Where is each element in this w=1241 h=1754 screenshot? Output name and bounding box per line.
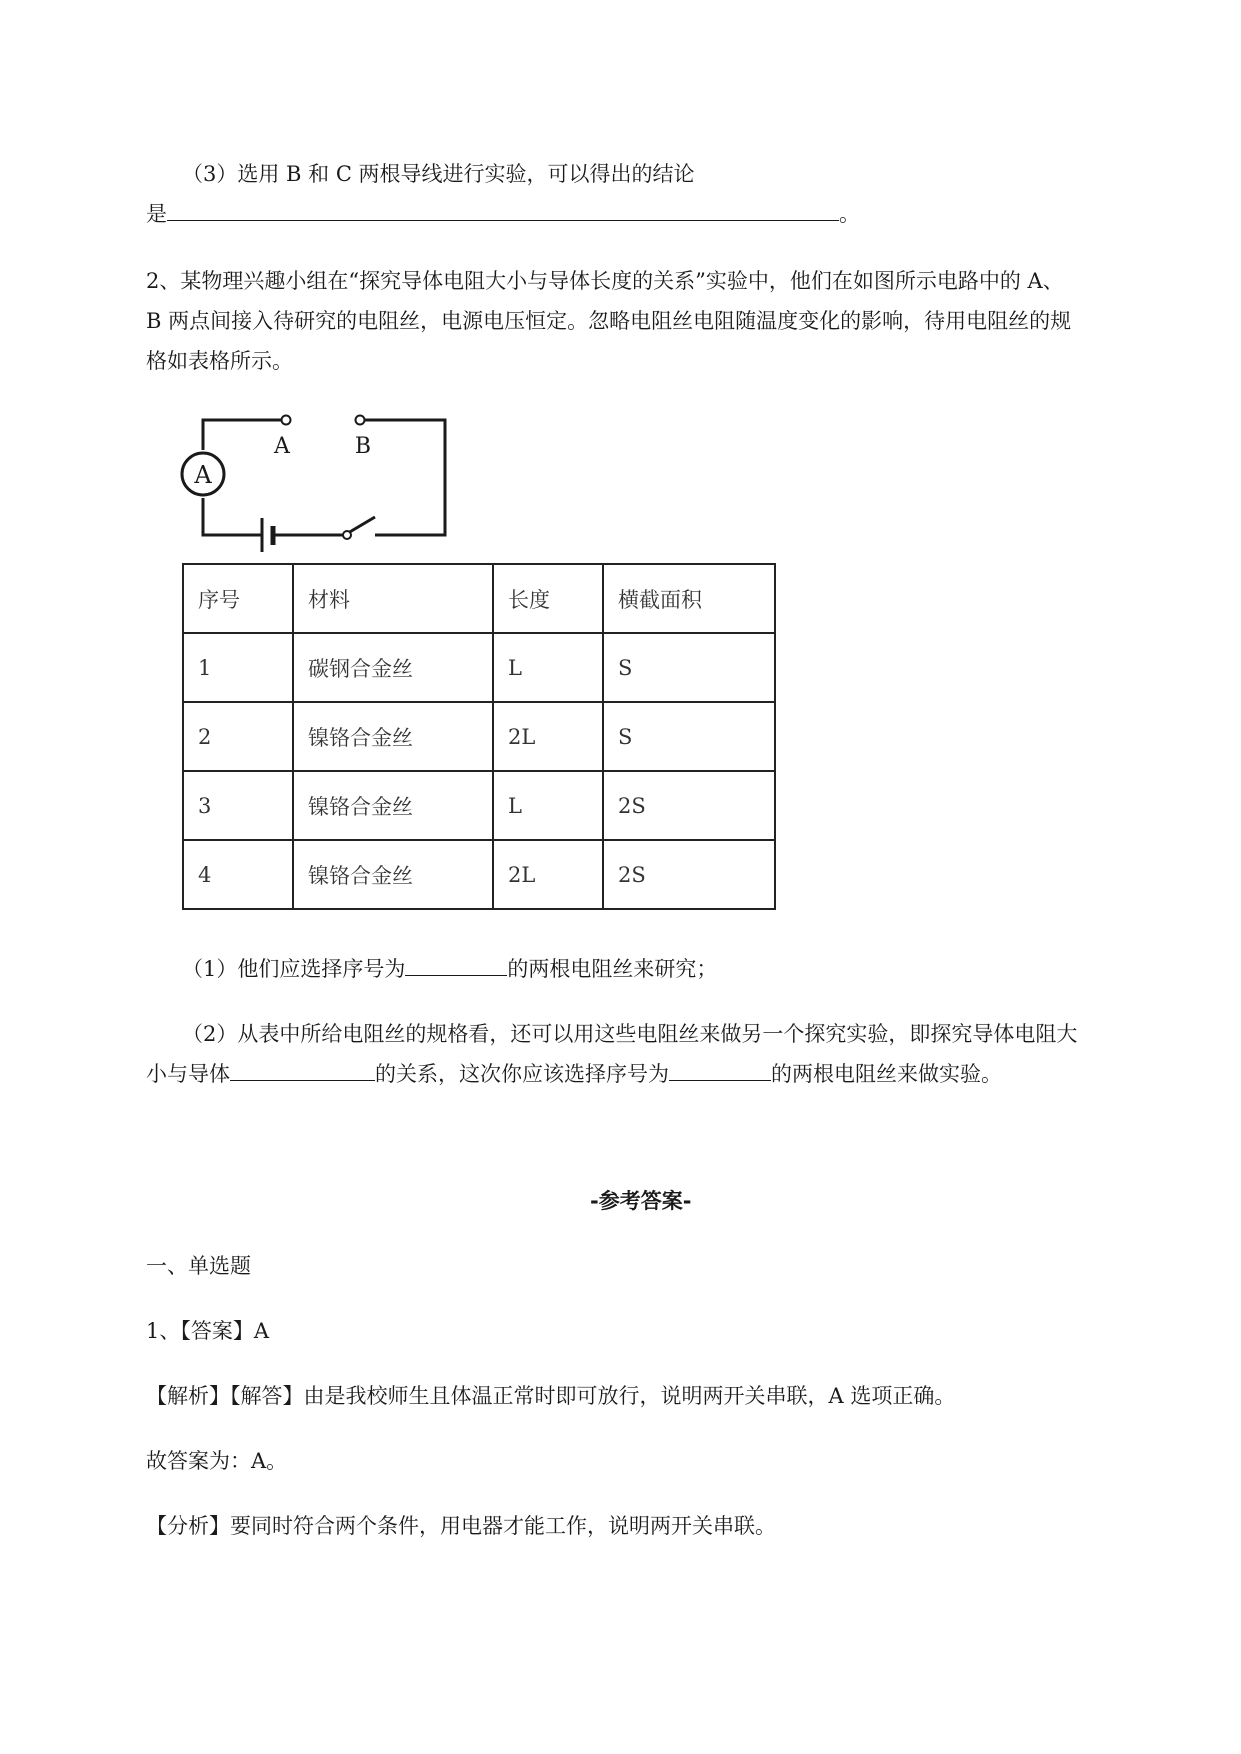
ammeter-icon — [182, 453, 224, 495]
q2-line1: 2、某物理兴趣小组在“探究导体电阻大小与导体长度的关系”实验中，他们在如图所示电路中的 A、 — [146, 269, 1064, 293]
answers-section: 一、单选题 — [146, 1254, 251, 1278]
sub2-part-b: 的关系，这次你应该选择序号为 — [375, 1062, 669, 1086]
q2-line2: B 两点间接入待研究的电阻丝，电源电压恒定。忽略电阻丝电阻随温度变化的影响，待用电阻丝的规 — [146, 309, 1072, 333]
answer-fenxi: 【分析】要同时符合两个条件，用电器才能工作，说明两开关串联。 — [146, 1514, 776, 1538]
table-row — [183, 702, 775, 771]
table-cell: 1 — [183, 633, 293, 702]
table-row — [183, 771, 775, 840]
terminal-a-label: A — [274, 434, 290, 459]
sub1-suffix: 的两根电阻丝来研究； — [507, 957, 718, 981]
q2-line3: 格如表格所示。 — [146, 349, 293, 373]
header-cell: 材料 — [293, 564, 493, 633]
sub2-part-a: 小与导体 — [146, 1062, 230, 1086]
table-cell: S — [603, 633, 775, 702]
sub1-line — [182, 953, 717, 983]
answer-blank-sub2-variable[interactable] — [230, 1058, 375, 1081]
sub2-line2 — [146, 1058, 1002, 1088]
table-cell: 2L — [493, 702, 603, 771]
answer-conclusion: 故答案为：A。 — [146, 1449, 288, 1473]
table-cell: 2S — [603, 771, 775, 840]
table-cell: S — [603, 702, 775, 771]
table-cell: 碳钢合金丝 — [293, 633, 493, 702]
table-cell: 2L — [493, 840, 603, 909]
table-cell: 镍铬合金丝 — [293, 840, 493, 909]
q1-part3-suffix: 。 — [839, 202, 860, 226]
q1-part3-line1 — [182, 158, 695, 188]
wire-spec-table — [182, 563, 776, 910]
table-cell: 2S — [603, 840, 775, 909]
table-row — [183, 840, 775, 909]
q1-part3-line2 — [146, 198, 860, 228]
table-cell: 4 — [183, 840, 293, 909]
sub1-prefix: （1）他们应选择序号为 — [182, 957, 406, 981]
switch-contact-icon — [343, 531, 351, 539]
terminal-b-icon — [356, 416, 365, 425]
table-cell: 镍铬合金丝 — [293, 702, 493, 771]
battery-icon — [262, 518, 273, 552]
answers-title: -参考答案- — [590, 1189, 692, 1213]
table-cell: 3 — [183, 771, 293, 840]
q1-part3-text: （3）选用 B 和 C 两根导线进行实验，可以得出的结论 — [182, 162, 695, 186]
circuit-diagram — [175, 405, 465, 555]
table-cell: 2 — [183, 702, 293, 771]
terminal-b-label: B — [354, 434, 372, 459]
table-cell: 镍铬合金丝 — [293, 771, 493, 840]
table-cell: L — [493, 633, 603, 702]
answer-analysis: 【解析】【解答】由是我校师生且体温正常时即可放行，说明两开关串联，A 选项正确。 — [146, 1384, 956, 1408]
q1-part3-prefix: 是 — [146, 202, 167, 226]
answer-item-1: 1、【答案】A — [146, 1319, 270, 1343]
sub2-part-c: 的两根电阻丝来做实验。 — [771, 1062, 1002, 1086]
answer-blank-sub1[interactable] — [405, 953, 507, 976]
ammeter-label: A — [194, 461, 212, 489]
sub2-line1: （2）从表中所给电阻丝的规格看，还可以用这些电阻丝来做另一个探究实验，即探究导体电阻大 — [182, 1022, 1078, 1046]
answer-blank-conclusion[interactable] — [167, 198, 839, 221]
header-cell: 序号 — [183, 564, 293, 633]
header-cell: 横截面积 — [603, 564, 775, 633]
terminal-a-icon — [282, 416, 291, 425]
table-header-row — [183, 564, 775, 633]
header-cell: 长度 — [493, 564, 603, 633]
answer-blank-sub2-numbers[interactable] — [669, 1058, 771, 1081]
table-cell: L — [493, 771, 603, 840]
table-row — [183, 633, 775, 702]
